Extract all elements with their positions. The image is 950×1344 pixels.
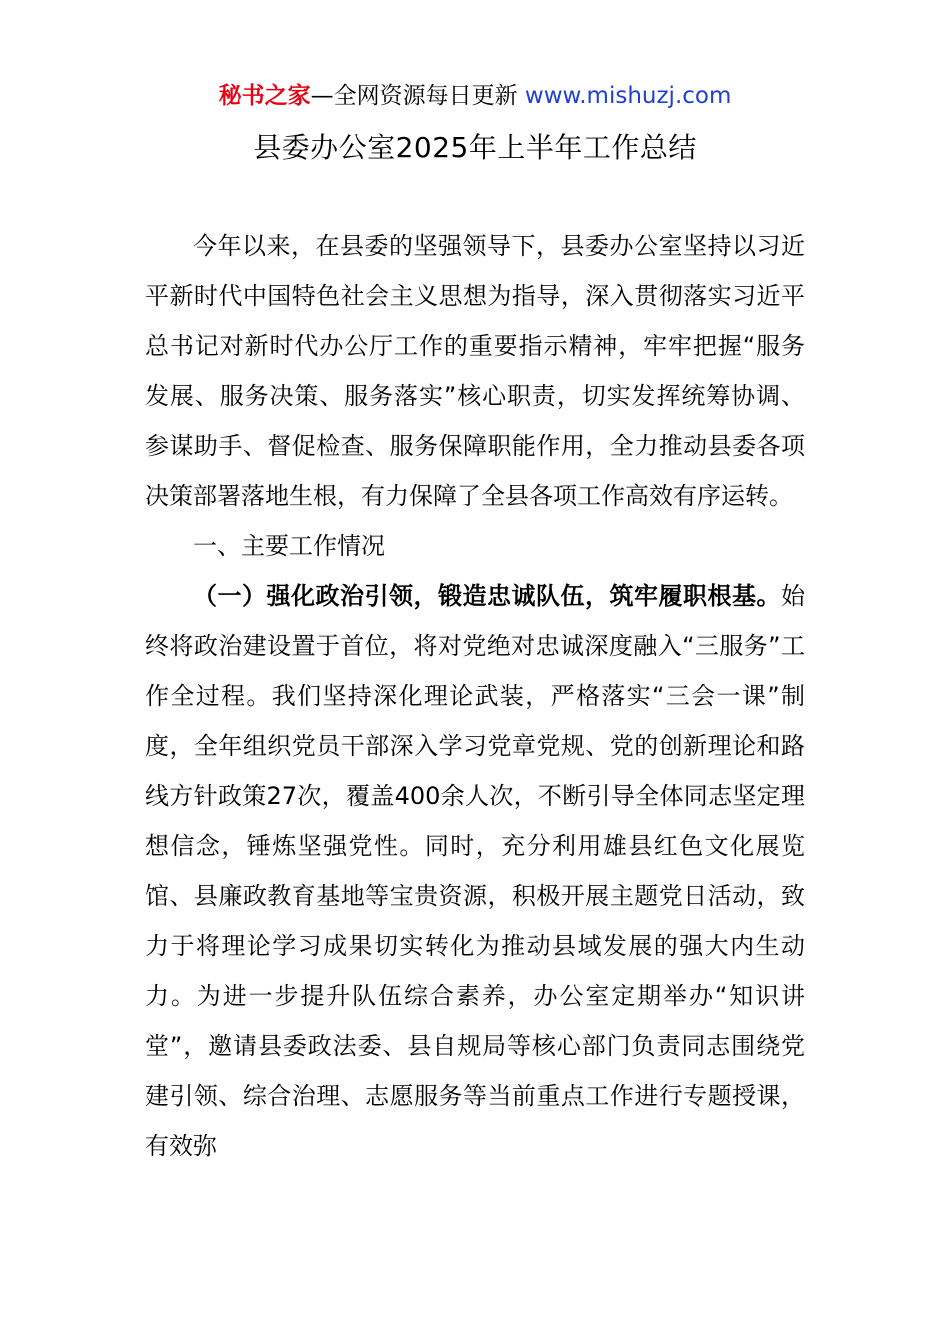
subsection-text: 始终将政治建设置于首位，将对党绝对忠诚深度融入“三服务”工作全过程。我们坚持深化理论武装，严格落实“三会一课”制度，全年组织党员干部深入学习党章党规、党的创新理论和路线方针政策27次，覆盖400余人次，不断引导全体同志坚定理想信念，锤炼坚强党性。同时，充分利用雄县红色文化展览馆、县廉政教育基地等宝贵资源，积极开展主题党日活动，致力于将理论学习成果切实转化为推动县域发展的强大内生动力。为进一步提升队伍综合素养，办公室定期举办“知识讲堂”，邀请县委政法委、县自规局等核心部门负责同志围绕党建引领、综合治理、志愿服务等当前重点工作进行专题授课，有效弥 [145, 582, 805, 1160]
document-body [145, 221, 805, 1171]
site-url-link[interactable]: www.mishuzj.com [524, 83, 732, 109]
subsection-heading: （一）强化政治引领，锻造忠诚队伍，筑牢履职根基。 [193, 582, 781, 610]
document-title: 县委办公室2025年上半年工作总结 [253, 131, 697, 164]
subsection-paragraph [145, 571, 805, 1171]
brand-name: 秘书之家 [218, 83, 311, 109]
site-header [0, 80, 950, 112]
header-tagline: —全网资源每日更新 [310, 83, 525, 109]
intro-paragraph: 今年以来，在县委的坚强领导下，县委办公室坚持以习近平新时代中国特色社会主义思想为指导，深入贯彻落实习近平总书记对新时代办公厅工作的重要指示精神，牢牢把握“服务发展、服务决策、服务落实”核心职责，切实发挥统筹协调、参谋助手、督促检查、服务保障职能作用，全力推动县委各项决策部署落地生根，有力保障了全县各项工作高效有序运转。 [145, 232, 805, 510]
section-heading: 一、主要工作情况 [193, 532, 385, 560]
